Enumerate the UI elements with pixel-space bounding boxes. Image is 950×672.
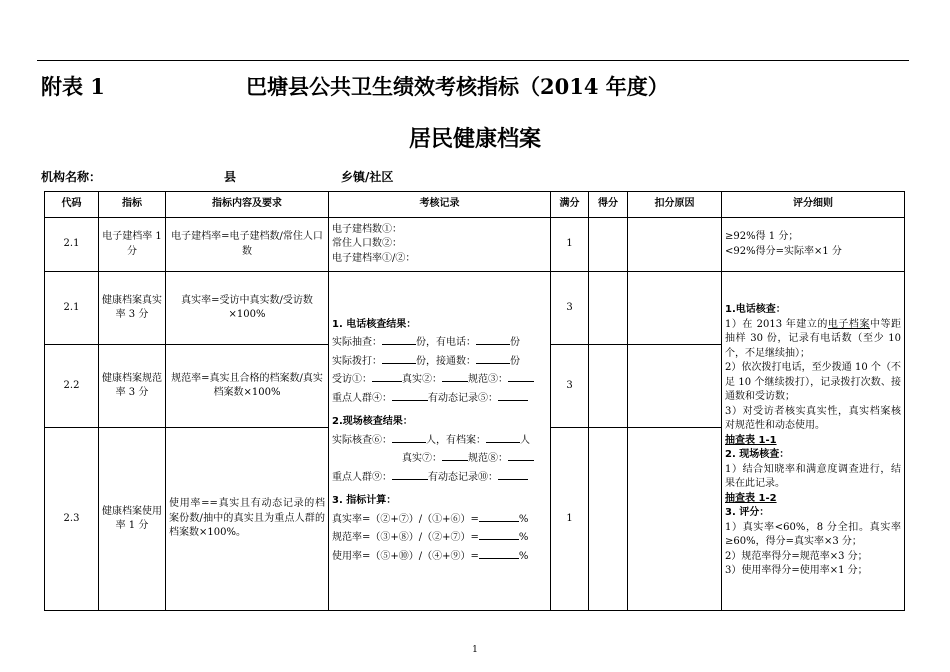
row-deduction-cell[interactable]: [628, 345, 722, 428]
rule-site-title: 2. 现场核查：: [725, 449, 790, 461]
row-record: [329, 218, 551, 272]
row-rule: [722, 218, 905, 272]
table-row: [45, 272, 905, 345]
blank-field[interactable]: [498, 391, 528, 401]
blank-field[interactable]: [479, 549, 519, 559]
row-indicator: 电子建档率 1 分: [99, 218, 166, 272]
col-header-indicator: 指标: [99, 192, 166, 218]
phone-check-title: 1. 电话核查结果：: [332, 318, 417, 330]
col-header-score: 得分: [589, 192, 628, 218]
record-line: 电子建档率①/②：: [332, 252, 416, 264]
blank-field[interactable]: [479, 530, 519, 540]
rule-line: <92%得分=实际率×1 分: [725, 245, 842, 257]
site-check-title: 2.现场核查结果：: [332, 416, 413, 428]
sample-table-link: 抽查表 1-1: [725, 434, 777, 446]
record-line: 重点人群⑨： 有动态记录⑩：: [332, 470, 547, 486]
row-full-score: 1: [551, 428, 589, 611]
record-merged-cell: [329, 272, 551, 611]
row-content: 使用率==真实且有动态记录的档案份数/抽中的真实且为重点人群的档案数×100%。: [166, 428, 329, 611]
row-code: 2.1: [45, 218, 99, 272]
row-full-score: 3: [551, 272, 589, 345]
row-full-score: 3: [551, 345, 589, 428]
record-line: 常住人口数②：: [332, 238, 402, 250]
record-line: 使用率=（⑤+⑩）/（④+⑨）= %: [332, 550, 529, 562]
rule-line: 1）结合知晓率和满意度调查进行，结果在此记录。: [725, 463, 901, 490]
col-header-full-score: 满分: [551, 192, 589, 218]
blank-field[interactable]: [508, 372, 534, 382]
rule-line: 3）使用率得分=使用率×1 分；: [725, 565, 868, 577]
blank-field[interactable]: [498, 470, 528, 480]
record-line: 重点人群④： 有动态记录⑤：: [332, 391, 547, 407]
record-line: 受访①： 真实②： 规范③：: [332, 372, 547, 388]
row-code: 2.1: [45, 272, 99, 345]
record-line: 规范率=（③+⑧）/（②+⑦）= %: [332, 532, 529, 544]
blank-field[interactable]: [392, 391, 428, 401]
blank-field[interactable]: [392, 433, 426, 443]
row-score-cell[interactable]: [589, 345, 628, 428]
blank-field[interactable]: [442, 451, 468, 461]
page-subtitle: 居民健康档案: [408, 126, 541, 152]
row-content: 规范率=真实且合格的档案数/真实档案数×100%: [166, 345, 329, 428]
rule-line: 1）在 2013 年建立的电子档案中等距抽样 30 份，记录有电话数（至少 10 个，不足继续抽）；: [725, 318, 902, 359]
record-line: 实际拨打： 份，接通数： 份: [332, 355, 520, 367]
row-content: 电子建档率=电子建档数/常住人口数: [166, 218, 329, 272]
rule-line: 1）真实率<60%，8 分全扣。真实率≥60%，得分=真实率×3 分；: [725, 521, 901, 548]
rules-merged-cell: [722, 272, 905, 611]
col-header-code: 代码: [45, 192, 99, 218]
blank-field[interactable]: [382, 354, 416, 364]
blank-field[interactable]: [479, 512, 519, 522]
org-town-label: 乡镇/社区: [341, 170, 394, 184]
col-header-record: 考核记录: [329, 192, 551, 218]
blank-field[interactable]: [486, 433, 520, 443]
row-score-cell[interactable]: [589, 272, 628, 345]
org-name-label: 机构名称：: [41, 170, 102, 184]
blank-field[interactable]: [508, 451, 534, 461]
rule-line: ≥92%得 1 分；: [725, 231, 799, 242]
rule-line: 3）对受访者核实真实性，真实档案核对规范性和动态使用。: [725, 405, 901, 432]
row-content: 真实率=受访中真实数/受访数×100%: [166, 272, 329, 345]
record-line: 真实⑦： 规范⑧：: [332, 451, 547, 467]
col-header-deduction: 扣分原因: [628, 192, 722, 218]
table-header-row: [45, 192, 905, 218]
row-code: 2.2: [45, 345, 99, 428]
blank-field[interactable]: [476, 335, 510, 345]
row-score-cell[interactable]: [589, 428, 628, 611]
row-deduction-cell[interactable]: [628, 272, 722, 345]
rule-line: 2）依次拨打电话，至少拨通 10 个（不足 10 个继续拨打），记录拨打次数、接通数和受访数；: [725, 362, 901, 403]
page-title: 巴塘县公共卫生绩效考核指标（2014 年度）: [246, 74, 669, 99]
record-line: 实际抽查： 份，有电话： 份: [332, 337, 520, 349]
rule-phone-title: 1.电话核查：: [725, 304, 786, 316]
row-indicator: 健康档案规范率 3 分: [99, 345, 166, 428]
blank-field[interactable]: [442, 372, 468, 382]
record-line: 实际核查⑥： 人，有档案： 人: [332, 434, 530, 446]
row-score-cell[interactable]: [589, 218, 628, 272]
row-full-score: 1: [551, 218, 589, 272]
page-number: 1: [472, 645, 478, 655]
table-row: [45, 218, 905, 272]
row-code: 2.3: [45, 428, 99, 611]
top-rule: [37, 60, 909, 61]
blank-field[interactable]: [392, 470, 428, 480]
row-indicator: 健康档案使用率 1 分: [99, 428, 166, 611]
blank-field[interactable]: [382, 335, 416, 345]
record-line: 真实率=（②+⑦）/（①+⑥）= %: [332, 513, 529, 525]
blank-field[interactable]: [476, 354, 510, 364]
assessment-table: [44, 191, 905, 611]
rule-score-title: 3. 评分：: [725, 507, 770, 519]
appendix-label: 附表 1: [41, 74, 105, 99]
row-deduction-cell[interactable]: [628, 428, 722, 611]
calc-title: 3. 指标计算：: [332, 495, 397, 507]
row-indicator: 健康档案真实率 3 分: [99, 272, 166, 345]
rule-line: 2）规范率得分=规范率×3 分；: [725, 550, 868, 562]
col-header-rule: 评分细则: [722, 192, 905, 218]
col-header-content: 指标内容及要求: [166, 192, 329, 218]
record-line: 电子建档数①：: [332, 223, 402, 235]
blank-field[interactable]: [372, 372, 402, 382]
row-deduction-cell[interactable]: [628, 218, 722, 272]
sample-table-link: 抽查表 1-2: [725, 492, 777, 504]
org-county-label: 县: [224, 170, 237, 184]
